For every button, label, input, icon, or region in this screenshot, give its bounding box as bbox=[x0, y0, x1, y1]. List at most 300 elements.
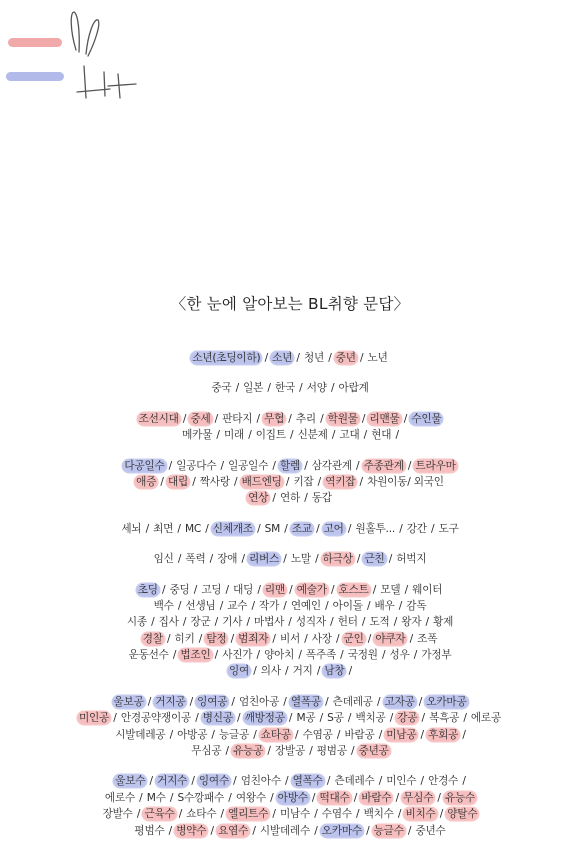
separator: / bbox=[216, 599, 227, 612]
term: 삼각관계 bbox=[311, 459, 352, 472]
term: 작가 bbox=[259, 599, 280, 612]
separator: / bbox=[253, 412, 264, 425]
term: 쇼타수 bbox=[186, 808, 217, 821]
separator: / bbox=[390, 616, 401, 629]
separator: / bbox=[254, 583, 264, 596]
legend-doodle bbox=[0, 0, 160, 120]
separator: / bbox=[211, 616, 222, 629]
highlighted-term-pink: 강공 bbox=[397, 712, 418, 725]
category-line bbox=[0, 350, 580, 366]
separator: / bbox=[417, 728, 428, 741]
separator: / bbox=[147, 616, 158, 629]
separator: / bbox=[165, 824, 176, 837]
term: 동갑 bbox=[311, 492, 332, 505]
category-line bbox=[0, 427, 580, 443]
separator: / bbox=[385, 553, 396, 566]
separator: / bbox=[358, 412, 369, 425]
separator: / bbox=[250, 728, 260, 741]
term: 현대 bbox=[371, 429, 392, 442]
separator: / bbox=[352, 808, 363, 821]
separator: / bbox=[418, 712, 429, 725]
term: 비서 bbox=[279, 632, 301, 645]
term: 교수 bbox=[227, 599, 248, 612]
separator: / bbox=[189, 475, 199, 488]
term: 안경공약쟁이공 bbox=[120, 712, 192, 725]
category-block bbox=[0, 411, 580, 444]
term: 노년 bbox=[367, 352, 388, 364]
separator: / bbox=[375, 775, 386, 788]
separator: / bbox=[249, 824, 259, 837]
separator: / bbox=[213, 429, 223, 442]
term: 아이돌 bbox=[332, 599, 363, 612]
separator: / bbox=[345, 665, 352, 678]
term: 장군 bbox=[190, 616, 211, 629]
term: 평범수 bbox=[134, 824, 165, 837]
separator: / bbox=[386, 712, 397, 725]
category-line bbox=[0, 521, 580, 537]
highlighted-term-blue: 병신공 bbox=[202, 712, 233, 725]
category-line bbox=[0, 773, 580, 789]
separator: / bbox=[248, 599, 259, 612]
separator: / bbox=[285, 616, 295, 629]
separator: / bbox=[356, 352, 367, 364]
highlighted-term-pink: 군인 bbox=[343, 632, 364, 645]
separator: / bbox=[238, 553, 249, 566]
highlighted-term-pink: 떡대수 bbox=[319, 791, 350, 804]
term: 미남수 bbox=[279, 808, 311, 821]
term: 복흑공 bbox=[429, 712, 460, 725]
separator: / bbox=[222, 745, 233, 758]
highlighted-term-blue: 잉여 bbox=[228, 665, 250, 678]
term: 판타지 bbox=[222, 412, 253, 425]
separator: / bbox=[327, 583, 338, 596]
category-line bbox=[0, 806, 580, 822]
highlighted-term-blue: 울보수 bbox=[115, 775, 146, 788]
highlighted-term-pink: 법조인 bbox=[180, 649, 211, 662]
separator: / bbox=[222, 583, 233, 596]
term: 모델 bbox=[380, 583, 401, 596]
term: 양아치 bbox=[264, 649, 295, 662]
term: 중국 bbox=[211, 382, 232, 395]
highlighted-term-pink: 조선시대 bbox=[138, 412, 179, 425]
separator: / bbox=[378, 649, 389, 662]
separator: / bbox=[356, 475, 367, 488]
term: S공 bbox=[327, 712, 344, 725]
highlighted-term-pink: 학원물 bbox=[327, 412, 358, 425]
separator: / bbox=[344, 522, 355, 535]
separator: / bbox=[314, 475, 325, 488]
separator: / bbox=[163, 632, 174, 645]
category-block bbox=[0, 458, 580, 507]
term: 국정원 bbox=[347, 649, 378, 662]
highlighted-term-pink: 유능수 bbox=[444, 791, 476, 804]
highlighted-term-pink: 양탈수 bbox=[447, 808, 478, 821]
separator: / bbox=[347, 745, 358, 758]
separator: / bbox=[434, 791, 444, 804]
separator: / bbox=[327, 382, 338, 395]
term: 츤데레공 bbox=[332, 695, 373, 708]
category-line bbox=[0, 474, 580, 490]
separator: / bbox=[401, 583, 412, 596]
separator: / bbox=[230, 475, 241, 488]
separator: / bbox=[321, 599, 332, 612]
separator: / bbox=[264, 745, 274, 758]
term: 고대 bbox=[339, 429, 360, 442]
term: 백수 bbox=[153, 599, 174, 612]
term: 미래 bbox=[223, 429, 245, 442]
separator: / bbox=[364, 632, 375, 645]
separator: / bbox=[245, 429, 255, 442]
term: 도구 bbox=[438, 522, 459, 535]
term: 서양 bbox=[306, 382, 327, 395]
highlighted-term-pink: 바람수 bbox=[361, 791, 392, 804]
highlighted-term-pink: 후회공 bbox=[428, 728, 459, 741]
term: 마법사 bbox=[254, 616, 285, 629]
separator: / bbox=[406, 632, 417, 645]
category-block bbox=[0, 380, 580, 396]
term: 임신 bbox=[153, 553, 174, 566]
category-line bbox=[0, 490, 580, 506]
highlighted-term-blue: 잉여공 bbox=[197, 695, 228, 708]
separator: / bbox=[293, 352, 303, 364]
separator: / bbox=[301, 459, 311, 472]
separator: / bbox=[186, 695, 197, 708]
term: 사진가 bbox=[222, 649, 253, 662]
separator: / bbox=[392, 791, 403, 804]
highlighted-term-blue: 조교 bbox=[291, 522, 312, 535]
term: 기사 bbox=[222, 616, 243, 629]
separator: / bbox=[285, 583, 296, 596]
highlighted-term-pink: 탐정 bbox=[206, 632, 227, 645]
category-block bbox=[0, 694, 580, 760]
category-line bbox=[0, 458, 580, 474]
highlighted-term-pink: 병약수 bbox=[176, 824, 207, 837]
term: 허벅지 bbox=[396, 553, 427, 566]
separator: / bbox=[358, 616, 369, 629]
highlighted-term-blue: 아방수 bbox=[277, 791, 308, 804]
highlighted-term-pink: 중년 bbox=[335, 352, 356, 364]
term: 성직자 bbox=[295, 616, 326, 629]
term: 시발데레공 bbox=[115, 728, 166, 741]
separator: / bbox=[144, 695, 155, 708]
separator: / bbox=[230, 775, 240, 788]
category-block bbox=[0, 773, 580, 839]
highlighted-term-pink: 예술가 bbox=[296, 583, 327, 596]
separator: / bbox=[179, 412, 190, 425]
category-line bbox=[0, 598, 580, 614]
separator: / bbox=[269, 492, 279, 505]
term: 대딩 bbox=[233, 583, 254, 596]
highlighted-term-blue: 거지공 bbox=[155, 695, 186, 708]
highlighted-term-pink: 중세 bbox=[190, 412, 211, 425]
separator: / bbox=[269, 808, 279, 821]
separator: / bbox=[225, 791, 235, 804]
highlighted-term-pink: 리맨 bbox=[264, 583, 285, 596]
category-block bbox=[0, 521, 580, 537]
separator: / bbox=[360, 429, 371, 442]
term: 헌터 bbox=[337, 616, 358, 629]
separator: / bbox=[211, 412, 222, 425]
highlighted-term-blue: 거지수 bbox=[157, 775, 188, 788]
highlighted-term-blue: 초딩 bbox=[137, 583, 158, 596]
separator: / bbox=[316, 712, 327, 725]
highlighted-term-pink: 근육수 bbox=[144, 808, 175, 821]
highlighted-term-pink: 유능공 bbox=[233, 745, 264, 758]
term: 차원이동/ 외국인 bbox=[367, 475, 444, 488]
separator: / bbox=[282, 475, 293, 488]
highlighted-term-pink: 무협 bbox=[264, 412, 285, 425]
separator: / bbox=[179, 616, 190, 629]
separator: / bbox=[312, 522, 323, 535]
highlighted-term-pink: 능글수 bbox=[373, 824, 404, 837]
separator: / bbox=[333, 728, 344, 741]
separator: / bbox=[195, 632, 206, 645]
term: 한국 bbox=[274, 382, 296, 395]
highlighted-term-pink: 비치수 bbox=[405, 808, 436, 821]
highlighted-term-pink: 하극상 bbox=[322, 553, 353, 566]
term: 최면 bbox=[153, 522, 174, 535]
separator: / bbox=[266, 791, 277, 804]
term: MC bbox=[184, 522, 202, 535]
separator: / bbox=[352, 459, 363, 472]
separator: / bbox=[281, 665, 292, 678]
term: 백치공 bbox=[355, 712, 386, 725]
separator: / bbox=[313, 665, 324, 678]
separator: / bbox=[410, 649, 421, 662]
term: 성우 bbox=[389, 649, 410, 662]
term: 가정부 bbox=[421, 649, 452, 662]
category-block bbox=[0, 350, 580, 366]
separator: / bbox=[208, 728, 218, 741]
separator: / bbox=[133, 808, 144, 821]
separator: / bbox=[436, 808, 447, 821]
term: 운동선수 bbox=[128, 649, 169, 662]
separator: / bbox=[217, 808, 228, 821]
separator: / bbox=[243, 616, 254, 629]
separator: / bbox=[281, 775, 292, 788]
term: S수깡패수 bbox=[177, 791, 225, 804]
term: 메카물 bbox=[182, 429, 213, 442]
term: 수염공 bbox=[302, 728, 333, 741]
separator: / bbox=[253, 522, 264, 535]
separator: / bbox=[206, 553, 217, 566]
term: 에로공 bbox=[470, 712, 501, 725]
highlighted-term-pink: 트라우마 bbox=[415, 459, 456, 472]
category-line bbox=[0, 790, 580, 806]
highlighted-term-pink: 연상 bbox=[248, 492, 269, 505]
separator: / bbox=[166, 728, 177, 741]
category-line bbox=[0, 631, 580, 647]
separator: / bbox=[281, 522, 291, 535]
highlighted-term-pink: 역키잡 bbox=[325, 475, 356, 488]
separator: / bbox=[136, 791, 146, 804]
separator: / bbox=[250, 665, 260, 678]
separator: / bbox=[280, 599, 290, 612]
term: 원홀투... bbox=[355, 522, 396, 535]
highlighted-term-pink: 애증 bbox=[136, 475, 157, 488]
highlighted-term-pink: 리맨물 bbox=[369, 412, 400, 425]
separator: / bbox=[269, 632, 279, 645]
term: 시발데레수 bbox=[259, 824, 311, 837]
term: 세뇌 bbox=[121, 522, 142, 535]
term: 엄친아수 bbox=[240, 775, 281, 788]
separator: / bbox=[321, 695, 332, 708]
separator: / bbox=[192, 712, 202, 725]
term: 신분제 bbox=[297, 429, 328, 442]
term: 추리 bbox=[295, 412, 316, 425]
term: M수 bbox=[146, 791, 166, 804]
category-line bbox=[0, 710, 580, 726]
separator: / bbox=[227, 632, 238, 645]
separator: / bbox=[415, 695, 426, 708]
term: 바람공 bbox=[344, 728, 375, 741]
rabbit-ears-scribble bbox=[71, 12, 99, 56]
separator: / bbox=[217, 459, 228, 472]
term: 아방공 bbox=[177, 728, 208, 741]
separator: / bbox=[291, 728, 302, 741]
term: 엄친아공 bbox=[238, 695, 280, 708]
separator: / bbox=[157, 475, 167, 488]
legend bbox=[0, 0, 160, 120]
term: 키잡 bbox=[293, 475, 314, 488]
separator: / bbox=[311, 808, 321, 821]
separator: / bbox=[332, 632, 343, 645]
separator: / bbox=[392, 429, 399, 442]
highlighted-term-pink: 야쿠자 bbox=[375, 632, 406, 645]
separator: / bbox=[285, 412, 295, 425]
separator: / bbox=[253, 649, 264, 662]
highlighted-term-blue: 오카마공 bbox=[426, 695, 467, 708]
term: 폭주족 bbox=[305, 649, 336, 662]
category-line bbox=[0, 663, 580, 679]
highlighted-term-pink: 범죄자 bbox=[238, 632, 269, 645]
separator: / bbox=[363, 599, 374, 612]
term: 선생님 bbox=[185, 599, 216, 612]
separator: / bbox=[142, 522, 153, 535]
separator: / bbox=[296, 382, 306, 395]
term: 짝사랑 bbox=[199, 475, 230, 488]
separator: / bbox=[211, 649, 222, 662]
separator: / bbox=[427, 522, 438, 535]
term: 도적 bbox=[369, 616, 390, 629]
highlighted-term-blue: 리버스 bbox=[249, 553, 280, 566]
separator: / bbox=[394, 808, 405, 821]
term: 사장 bbox=[311, 632, 332, 645]
term: 시종 bbox=[126, 616, 147, 629]
highlighted-term-blue: 근친 bbox=[364, 553, 385, 566]
highlighted-term-blue: 다공일수 bbox=[124, 459, 165, 472]
separator: / bbox=[375, 728, 386, 741]
separator: / bbox=[460, 712, 470, 725]
separator: / bbox=[207, 824, 218, 837]
highlighted-term-pink: 중년공 bbox=[358, 745, 389, 758]
separator: / bbox=[353, 553, 364, 566]
category-line bbox=[0, 411, 580, 427]
highlighted-term-blue: 고자공 bbox=[384, 695, 415, 708]
term: 배우 bbox=[374, 599, 395, 612]
separator: / bbox=[404, 824, 415, 837]
separator: / bbox=[232, 382, 243, 395]
term: 에로수 bbox=[104, 791, 136, 804]
separator: / bbox=[311, 824, 321, 837]
separator: / bbox=[306, 745, 316, 758]
term: 의사 bbox=[260, 665, 281, 678]
separator: / bbox=[344, 712, 355, 725]
term: 일본 bbox=[243, 382, 264, 395]
term: 웨이터 bbox=[412, 583, 443, 596]
separator: / bbox=[326, 616, 337, 629]
category-block bbox=[0, 551, 580, 567]
term: 중딩 bbox=[169, 583, 190, 596]
separator: / bbox=[174, 599, 185, 612]
term: 왕자 bbox=[401, 616, 422, 629]
term: 감독 bbox=[406, 599, 427, 612]
term: 능글공 bbox=[218, 728, 250, 741]
separator: / bbox=[286, 429, 297, 442]
separator: / bbox=[400, 412, 411, 425]
term: 폭력 bbox=[185, 553, 206, 566]
legend-blue-swatch bbox=[6, 72, 64, 81]
term: 무심공 bbox=[191, 745, 222, 758]
highlighted-term-pink: 미남공 bbox=[386, 728, 417, 741]
separator: / bbox=[190, 583, 201, 596]
term: 집사 bbox=[158, 616, 179, 629]
category-line bbox=[0, 823, 580, 839]
separator: / bbox=[165, 459, 176, 472]
separator: / bbox=[146, 775, 157, 788]
separator: / bbox=[174, 522, 184, 535]
category-line bbox=[0, 647, 580, 663]
separator: / bbox=[362, 824, 373, 837]
highlighted-term-blue: 깨방정공 bbox=[244, 712, 285, 725]
highlighted-term-pink: 미인공 bbox=[78, 712, 110, 725]
highlighted-term-pink: 배드엔딩 bbox=[241, 475, 282, 488]
highlighted-term-pink: 대립 bbox=[167, 475, 189, 488]
separator: / bbox=[316, 412, 327, 425]
category-line bbox=[0, 743, 580, 759]
term: 장발공 bbox=[274, 745, 306, 758]
separator: / bbox=[325, 352, 335, 364]
highlighted-term-pink: 무심수 bbox=[403, 791, 434, 804]
separator: / bbox=[174, 553, 185, 566]
category-line bbox=[0, 551, 580, 567]
separator: / bbox=[301, 632, 311, 645]
term: 청년 bbox=[303, 352, 325, 364]
separator: / bbox=[110, 712, 120, 725]
separator: / bbox=[396, 522, 406, 535]
highlighted-term-blue: 소년 bbox=[272, 352, 293, 364]
separator: / bbox=[459, 775, 466, 788]
legend-pink-swatch bbox=[8, 38, 62, 47]
separator: / bbox=[328, 429, 339, 442]
highlighted-term-pink: 요염수 bbox=[218, 824, 249, 837]
highlighted-term-pink: 주종관계 bbox=[363, 459, 404, 472]
category-line bbox=[0, 380, 580, 396]
highlighted-term-blue: 열폭공 bbox=[290, 695, 321, 708]
highlighted-term-pink: 경찰 bbox=[142, 632, 163, 645]
highlighted-term-blue: 고어 bbox=[323, 522, 344, 535]
term: 히키 bbox=[174, 632, 195, 645]
category-line bbox=[0, 727, 580, 743]
category-line bbox=[0, 614, 580, 630]
separator: / bbox=[166, 791, 177, 804]
term: 연예인 bbox=[290, 599, 321, 612]
separator: / bbox=[228, 695, 238, 708]
highlighted-term-blue: 잉여수 bbox=[198, 775, 229, 788]
preference-list bbox=[0, 350, 580, 853]
category-line bbox=[0, 694, 580, 710]
separator: / bbox=[261, 352, 272, 364]
